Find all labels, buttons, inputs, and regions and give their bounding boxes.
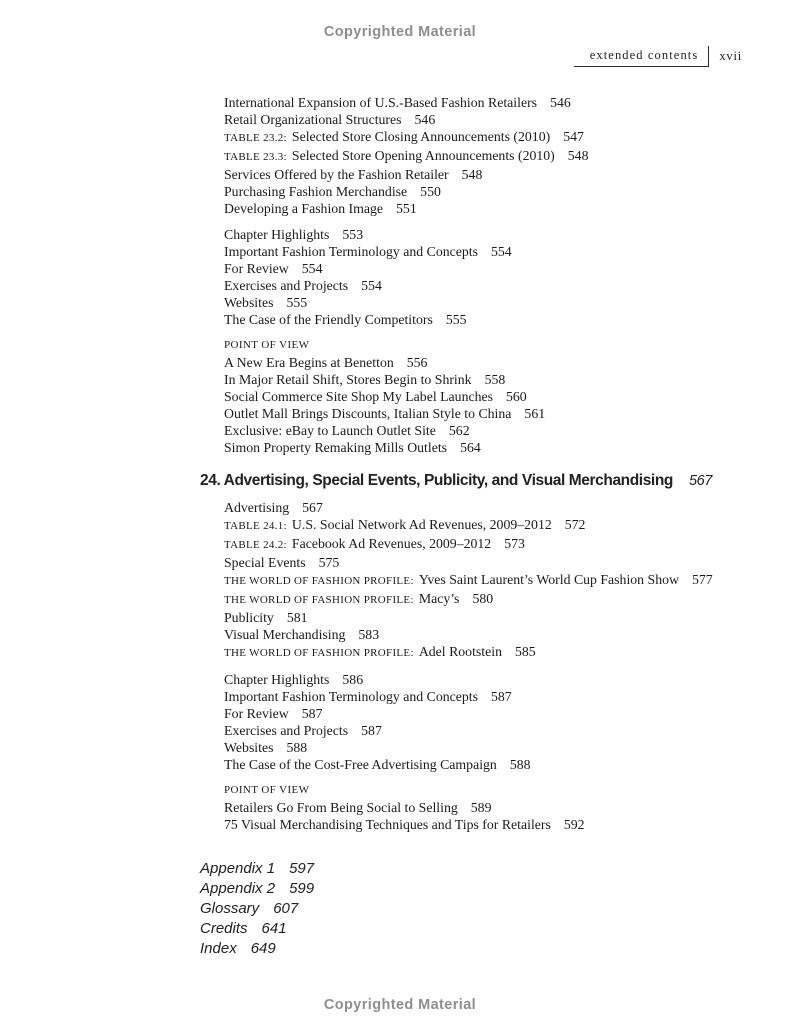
toc-entry-title: Facebook Ad Revenues, 2009–2012 xyxy=(291,536,492,551)
toc-entry-title: Appendix 2 xyxy=(200,880,276,897)
toc-entry-page-number: 546 xyxy=(550,95,571,110)
toc-entry-page-number: 556 xyxy=(406,355,428,370)
toc-entry-page-number: 641 xyxy=(261,920,287,937)
toc-entry-title: Exercises and Projects xyxy=(224,723,349,738)
toc-entry xyxy=(224,371,776,388)
toc-entry xyxy=(224,128,776,147)
toc-entry xyxy=(224,311,776,328)
toc-entry-page-number: 558 xyxy=(484,372,506,387)
toc-entry-page-number: 587 xyxy=(301,706,323,721)
toc-entry xyxy=(224,571,776,590)
chapter23-topics-group xyxy=(224,94,776,217)
toc-entry xyxy=(224,405,776,422)
toc-entry xyxy=(224,277,776,294)
toc-entry-page-number: 548 xyxy=(567,148,589,163)
toc-entry-title: Services Offered by the Fashion Retailer xyxy=(224,167,449,182)
toc-entry-title: Visual Merchandising xyxy=(224,627,346,642)
toc-entry-title: Publicity xyxy=(224,610,274,625)
toc-entry-title: Special Events xyxy=(224,555,306,570)
toc-entry xyxy=(224,554,776,571)
toc-entry-page-number: 572 xyxy=(564,517,586,532)
toc-entry xyxy=(200,919,776,939)
toc-entry xyxy=(224,439,776,456)
toc-entry-title: U.S. Social Network Ad Revenues, 2009–2012 xyxy=(291,517,552,532)
toc-entry-title: Selected Store Closing Announcements (2010) xyxy=(291,129,551,144)
toc-entry-page-number: 597 xyxy=(289,860,315,877)
toc-entry-page-number: 567 xyxy=(302,500,323,515)
toc-entry xyxy=(224,688,776,705)
toc-entry-title: Credits xyxy=(200,920,248,937)
toc-entry-title: In Major Retail Shift, Stores Begin to Shrink xyxy=(224,372,472,387)
point-of-view-list xyxy=(224,354,776,456)
toc-entry xyxy=(224,722,776,739)
toc-entry-prefix: THE WORLD OF FASHION PROFILE: xyxy=(224,594,414,606)
toc-entry-title: A New Era Begins at Benetton xyxy=(224,355,394,370)
toc-entry-title: Websites xyxy=(224,740,274,755)
toc-entry-prefix: THE WORLD OF FASHION PROFILE: xyxy=(224,647,414,659)
toc-entry-page-number: 564 xyxy=(460,440,481,455)
toc-entry-title: Appendix 1 xyxy=(200,860,276,877)
toc-entry xyxy=(224,226,776,243)
toc-entry-page-number: 586 xyxy=(342,672,364,687)
toc-entry-title: The Case of the Friendly Competitors xyxy=(224,312,433,327)
toc-entry xyxy=(224,94,776,111)
toc-entry-page-number: 554 xyxy=(361,278,382,293)
toc-entry-title: Important Fashion Terminology and Concepts xyxy=(224,689,478,704)
toc-entry-page-number: 554 xyxy=(301,261,323,276)
toc-entry-page-number: 588 xyxy=(286,740,308,755)
point-of-view-heading: POINT OF VIEW xyxy=(224,339,310,351)
toc-entry-title: For Review xyxy=(224,261,289,276)
toc-entry xyxy=(200,879,776,899)
chapter24-endmatter-group xyxy=(224,671,776,773)
toc-entry xyxy=(224,756,776,773)
toc-entry xyxy=(224,671,776,688)
toc-entry-page-number: 581 xyxy=(286,610,308,625)
toc-entry-title: For Review xyxy=(224,706,289,721)
toc-entry-title: Yves Saint Laurent’s World Cup Fashion Show xyxy=(418,572,679,587)
toc-entry xyxy=(224,799,776,816)
toc-entry-title: Exclusive: eBay to Launch Outlet Site xyxy=(224,423,436,438)
toc-entry-title: Social Commerce Site Shop My Label Launches xyxy=(224,389,493,404)
toc-entry xyxy=(224,499,776,516)
toc-entry-title: Index xyxy=(200,940,237,957)
chapter24-point-of-view-group xyxy=(224,782,776,833)
toc-entry-page-number: 561 xyxy=(524,406,546,421)
toc-entry-page-number: 577 xyxy=(691,572,713,587)
toc-entry-page-number: 585 xyxy=(514,644,536,659)
toc-entry xyxy=(224,243,776,260)
toc-entry-page-number: 553 xyxy=(342,227,364,242)
toc-entry xyxy=(224,626,776,643)
toc-entry xyxy=(224,422,776,439)
back-matter-group xyxy=(200,859,776,959)
toc-entry-title: Developing a Fashion Image xyxy=(224,201,384,216)
toc-entry-page-number: 592 xyxy=(563,817,585,832)
toc-entry-title: Retailers Go From Being Social to Selling xyxy=(224,800,458,815)
toc-entry xyxy=(224,739,776,756)
toc-entry-page-number: 560 xyxy=(505,389,527,404)
toc-entry xyxy=(224,200,776,217)
toc-entry-title: 75 Visual Merchandising Techniques and Tips for Retailers xyxy=(224,817,551,832)
toc-entry-prefix: TABLE 23.2: xyxy=(224,132,287,144)
chapter24-topics-group xyxy=(224,499,776,662)
chapter-24-heading xyxy=(200,470,776,492)
toc-entry-page-number: 562 xyxy=(448,423,470,438)
running-head-page-number: xvii xyxy=(719,49,742,63)
toc-entry-title: The Case of the Cost-Free Advertising Campaign xyxy=(224,757,497,772)
toc-entry-page-number: 607 xyxy=(273,900,299,917)
toc-entry-title: Outlet Mall Brings Discounts, Italian Style to China xyxy=(224,406,512,421)
toc-entry-page-number: 551 xyxy=(396,201,417,216)
toc-entry xyxy=(200,899,776,919)
chapter-24-heading-page-number: 567 xyxy=(688,473,712,489)
toc-entry-page-number: 580 xyxy=(472,591,494,606)
toc-entry-page-number: 550 xyxy=(420,184,441,199)
toc-entry-page-number: 649 xyxy=(250,940,276,957)
toc-entry xyxy=(224,516,776,535)
toc-entry-page-number: 555 xyxy=(445,312,467,327)
toc-entry xyxy=(224,260,776,277)
toc-entry-page-number: 589 xyxy=(470,800,492,815)
toc-entry xyxy=(224,535,776,554)
toc-entry-title: Adel Rootstein xyxy=(418,644,502,659)
toc-entry xyxy=(224,294,776,311)
toc-entry-title: International Expansion of U.S.-Based Fashion Retailers xyxy=(224,95,538,110)
toc-entry-prefix: TABLE 24.2: xyxy=(224,539,287,551)
toc-entry-page-number: 548 xyxy=(461,167,483,182)
running-head xyxy=(574,46,742,67)
running-head-section-label: extended contents xyxy=(574,48,709,67)
chapter23-endmatter-group xyxy=(224,226,776,328)
toc-entry-title: Important Fashion Terminology and Concepts xyxy=(224,244,478,259)
toc-entry xyxy=(224,147,776,166)
toc-entry xyxy=(224,643,776,662)
toc-entry-title: Macy’s xyxy=(418,591,460,606)
toc-entry-page-number: 547 xyxy=(563,129,584,144)
toc-entry xyxy=(224,111,776,128)
toc-entry-page-number: 588 xyxy=(509,757,531,772)
toc-entry xyxy=(224,388,776,405)
copyright-watermark-bottom: Copyrighted Material xyxy=(323,997,477,1013)
chapter23-point-of-view-group xyxy=(224,337,776,456)
toc-entry-title: Advertising xyxy=(224,500,290,515)
toc-entry-page-number: 587 xyxy=(361,723,382,738)
toc-entry-title: Retail Organizational Structures xyxy=(224,112,402,127)
toc-entry-page-number: 554 xyxy=(491,244,512,259)
toc-entry xyxy=(224,816,776,833)
toc-entry-prefix: THE WORLD OF FASHION PROFILE: xyxy=(224,575,414,587)
point-of-view-list xyxy=(224,799,776,833)
toc-entry xyxy=(224,166,776,183)
toc-entry-title: Chapter Highlights xyxy=(224,227,330,242)
toc-entry-page-number: 546 xyxy=(414,112,436,127)
toc-entry-page-number: 573 xyxy=(504,536,525,551)
toc-entry-page-number: 575 xyxy=(318,555,340,570)
copyright-watermark-top: Copyrighted Material xyxy=(323,24,477,40)
toc-entry xyxy=(224,590,776,609)
toc-entry-prefix: TABLE 24.1: xyxy=(224,520,287,532)
toc-entry-page-number: 555 xyxy=(286,295,308,310)
toc-entry-title: Websites xyxy=(224,295,274,310)
table-of-contents xyxy=(0,94,800,959)
toc-entry-title: Simon Property Remaking Mills Outlets xyxy=(224,440,448,455)
toc-entry xyxy=(224,354,776,371)
toc-entry-page-number: 599 xyxy=(289,880,315,897)
toc-entry-page-number: 583 xyxy=(358,627,380,642)
toc-entry-title: Exercises and Projects xyxy=(224,278,349,293)
toc-entry-title: Purchasing Fashion Merchandise xyxy=(224,184,408,199)
chapter-24-heading-title: 24. Advertising, Special Events, Publicity, and Visual Merchandising xyxy=(200,472,673,489)
toc-entry-title: Glossary xyxy=(200,900,260,917)
toc-entry-title: Chapter Highlights xyxy=(224,672,330,687)
toc-entry-prefix: TABLE 23.3: xyxy=(224,151,287,163)
point-of-view-heading: POINT OF VIEW xyxy=(224,784,310,796)
toc-entry xyxy=(224,705,776,722)
toc-entry xyxy=(200,859,776,879)
toc-entry xyxy=(224,609,776,626)
toc-entry-title: Selected Store Opening Announcements (2010) xyxy=(291,148,555,163)
toc-entry-page-number: 587 xyxy=(491,689,512,704)
toc-entry xyxy=(224,183,776,200)
toc-entry xyxy=(200,939,776,959)
